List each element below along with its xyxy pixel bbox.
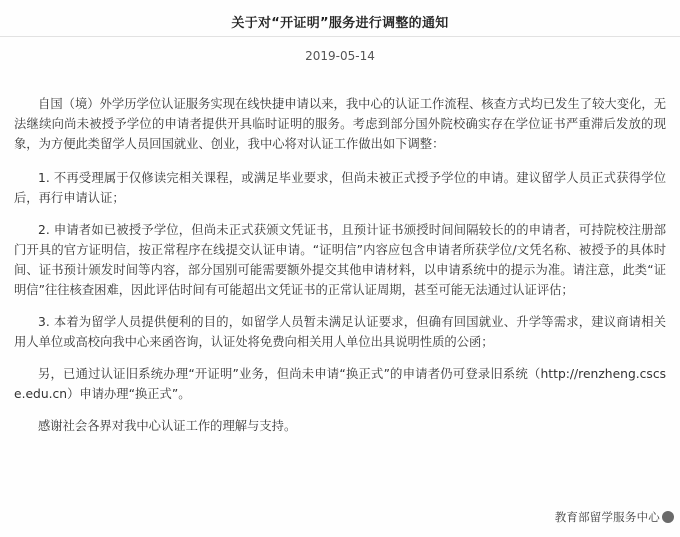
watermark-text: 教育部留学服务中心 xyxy=(554,510,660,524)
intro-paragraph: 自国（境）外学历学位认证服务实现在线快捷申请以来，我中心的认证工作流程、核查方式均已发生了较大变化，无法继续向尚未被授予学位的申请者提供开具临时证明的服务。考虑到部分国外院校确实存在学位证书严重滞后发放的现象，为方便此类留学人员回国就业、创业，我中心将对认证工作做出如下调整： xyxy=(14,97,666,151)
item-3-paragraph: 3. 本着为留学人员提供便利的目的，如留学人员暂未满足认证要求，但确有回国就业、升学等需求，建议商请相关用人单位或高校向我中心来函咨询，认证处将免费向相关用人单位出具说明性质的公函； xyxy=(14,315,666,349)
watermark xyxy=(555,509,674,525)
closing-paragraph: 感谢社会各界对我中心认证工作的理解与支持。 xyxy=(38,419,297,433)
publish-date: 2019-05-14 xyxy=(305,49,375,63)
notice-body xyxy=(14,94,666,450)
notice-title: 关于对“开证明”服务进行调整的通知 xyxy=(231,16,449,31)
title-divider xyxy=(0,36,680,37)
item-1-paragraph: 1. 不再受理属于仅修读完相关课程，或满足毕业要求，但尚未被正式授予学位的申请。建议留学人员正式获得学位后，再行申请认证； xyxy=(14,171,666,205)
watermark-logo-icon xyxy=(662,511,674,523)
addendum-paragraph: 另，已通过认证旧系统办理“开证明”业务，但尚未申请“换正式”的申请者仍可登录旧系统（http://renzheng.cscse.edu.cn）申请办理“换正式”。 xyxy=(14,367,666,401)
item-2-paragraph: 2. 申请者如已被授予学位，但尚未正式获颁文凭证书，且预计证书颁授时间间隔较长的的申请者，可持院校注册部门开具的官方证明信，按正常程序在线提交认证申请。“证明信”内容应包含申请者所获学位/文凭名称、被授予的具体时间、证书预计颁发时间等内容，部分国别可能需要额外提交其他申请材料，以申请系统中的提示为准。请注意，此类“证明信”往往核查困难，因此评估时间有可能超出文凭证书的正常认证周期，甚至可能无法通过认证评估； xyxy=(14,223,666,297)
